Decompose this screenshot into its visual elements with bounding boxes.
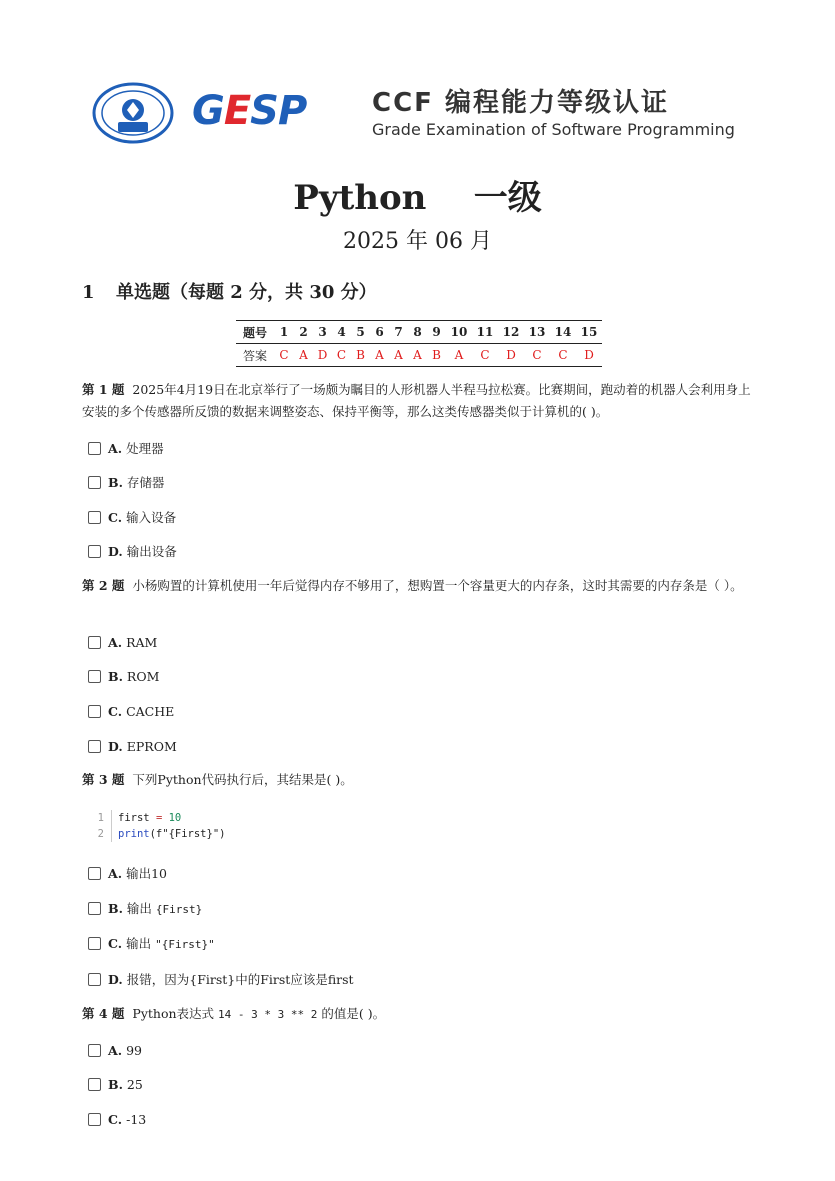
answer-table-answer: A bbox=[408, 344, 427, 367]
answer-table-num: 11 bbox=[472, 321, 498, 344]
option-text: 输入设备 bbox=[126, 510, 177, 525]
header bbox=[92, 80, 752, 144]
answer-table-num: 12 bbox=[498, 321, 524, 344]
answer-table-num: 13 bbox=[524, 321, 550, 344]
answer-table-answer: A bbox=[294, 344, 313, 367]
checkbox-icon[interactable] bbox=[88, 476, 101, 489]
checkbox-icon[interactable] bbox=[88, 937, 101, 950]
option-letter: C. bbox=[108, 510, 123, 525]
checkbox-icon[interactable] bbox=[88, 973, 101, 986]
checkbox-icon[interactable] bbox=[88, 1078, 101, 1091]
question-3-option-d[interactable] bbox=[88, 972, 354, 988]
code-block bbox=[90, 810, 390, 842]
answer-table-num: 6 bbox=[370, 321, 389, 344]
question-2-text: 小杨购置的计算机使用一年后觉得内存不够用了，想购置一个容量更大的内存条，这时其需要的内存条是（ ）。 bbox=[132, 578, 743, 593]
option-letter: A. bbox=[108, 441, 123, 456]
option-letter: B. bbox=[108, 1077, 123, 1092]
section-number: 1 bbox=[82, 282, 95, 303]
option-code: {First} bbox=[155, 903, 203, 916]
answer-table-answer-row bbox=[236, 344, 602, 367]
question-2-option-b[interactable] bbox=[88, 669, 159, 685]
answer-table-answer: D bbox=[313, 344, 332, 367]
option-text: CACHE bbox=[126, 704, 175, 719]
question-2-option-c[interactable] bbox=[88, 704, 174, 720]
option-letter: B. bbox=[108, 901, 123, 916]
doc-date: 2025 年 06 月 bbox=[343, 229, 492, 254]
checkbox-icon[interactable] bbox=[88, 902, 101, 915]
cert-subtitle: Grade Examination of Software Programming bbox=[372, 120, 735, 139]
answer-table-num: 7 bbox=[389, 321, 408, 344]
option-letter: A. bbox=[108, 635, 123, 650]
option-text: EPROM bbox=[126, 739, 177, 754]
answer-table-num: 1 bbox=[274, 321, 294, 344]
code-token: first bbox=[118, 812, 150, 824]
option-text: 输出设备 bbox=[126, 544, 177, 559]
question-3-option-a[interactable] bbox=[88, 866, 167, 882]
option-text: 处理器 bbox=[126, 441, 164, 456]
question-1-option-a[interactable] bbox=[88, 441, 164, 457]
code-token: print bbox=[118, 828, 150, 840]
code-token: = bbox=[155, 812, 163, 824]
option-letter: C. bbox=[108, 1112, 123, 1127]
checkbox-icon[interactable] bbox=[88, 670, 101, 683]
question-1-option-b[interactable] bbox=[88, 475, 164, 491]
answer-table-answer: A bbox=[389, 344, 408, 367]
answer-table-answer-label: 答案 bbox=[236, 344, 274, 367]
option-letter: A. bbox=[108, 1043, 123, 1058]
answer-table-answer: D bbox=[576, 344, 602, 367]
answer-table-answer: D bbox=[498, 344, 524, 367]
answer-table-head-label: 题号 bbox=[236, 321, 274, 344]
option-text: 报错，因为{First}中的First应该是first bbox=[126, 972, 354, 987]
answer-table-header-row bbox=[236, 321, 602, 344]
question-3-label: 第 3 题 bbox=[82, 772, 125, 787]
question-4-stem bbox=[82, 1003, 754, 1026]
checkbox-icon[interactable] bbox=[88, 545, 101, 558]
option-text: RAM bbox=[126, 635, 158, 650]
option-text: 99 bbox=[126, 1043, 142, 1058]
option-text: 25 bbox=[126, 1077, 143, 1092]
answer-table-num: 9 bbox=[427, 321, 446, 344]
answer-table-answer: C bbox=[472, 344, 498, 367]
question-3-text: 下列Python代码执行后，其结果是( )。 bbox=[132, 772, 353, 787]
answer-table-answer: B bbox=[351, 344, 370, 367]
line-number: 1 bbox=[90, 810, 112, 826]
option-text: 存储器 bbox=[126, 475, 165, 490]
question-4-text-before: Python表达式 bbox=[132, 1006, 215, 1021]
question-4-expression: 14 - 3 * 3 ** 2 bbox=[218, 1008, 318, 1021]
question-1-stem bbox=[82, 379, 754, 423]
answer-table-num: 8 bbox=[408, 321, 427, 344]
ccf-seal-logo bbox=[92, 82, 174, 144]
option-letter: C. bbox=[108, 936, 123, 951]
question-1-option-d[interactable] bbox=[88, 544, 177, 560]
option-code: "{First}" bbox=[155, 938, 215, 951]
option-letter: C. bbox=[108, 704, 123, 719]
option-text: 输出10 bbox=[126, 866, 167, 881]
option-letter: D. bbox=[108, 544, 123, 559]
cert-title: CCF 编程能力等级认证 bbox=[372, 88, 669, 118]
code-token: (f"{First}") bbox=[149, 828, 226, 840]
answer-table-answer: B bbox=[427, 344, 446, 367]
checkbox-icon[interactable] bbox=[88, 1113, 101, 1126]
line-number: 2 bbox=[90, 826, 112, 842]
question-2-stem bbox=[82, 575, 754, 597]
answer-table-answer: C bbox=[524, 344, 550, 367]
question-1-label: 第 1 题 bbox=[82, 382, 125, 397]
answer-table-num: 3 bbox=[313, 321, 332, 344]
checkbox-icon[interactable] bbox=[88, 636, 101, 649]
question-4-option-a[interactable] bbox=[88, 1043, 142, 1059]
answer-table-num: 4 bbox=[332, 321, 351, 344]
answer-table-answer: C bbox=[550, 344, 576, 367]
doc-title: Python 一级 bbox=[293, 178, 542, 218]
answer-table-num: 2 bbox=[294, 321, 313, 344]
code-line bbox=[90, 810, 390, 826]
checkbox-icon[interactable] bbox=[88, 705, 101, 718]
question-4-option-c[interactable] bbox=[88, 1112, 146, 1128]
checkbox-icon[interactable] bbox=[88, 740, 101, 753]
option-text: 输出 bbox=[126, 901, 152, 916]
question-2-option-d[interactable] bbox=[88, 739, 177, 755]
checkbox-icon[interactable] bbox=[88, 511, 101, 524]
option-letter: B. bbox=[108, 669, 123, 684]
question-3-option-b[interactable] bbox=[88, 901, 202, 918]
option-letter: D. bbox=[108, 739, 123, 754]
gesp-logo: GESP bbox=[192, 88, 307, 134]
option-text: ROM bbox=[126, 669, 160, 684]
answer-table-answer: A bbox=[446, 344, 472, 367]
answer-table-num: 5 bbox=[351, 321, 370, 344]
option-text: 输出 bbox=[126, 936, 152, 951]
question-1-option-c[interactable] bbox=[88, 510, 176, 526]
question-2-label: 第 2 题 bbox=[82, 578, 125, 593]
answer-table-answer: C bbox=[332, 344, 351, 367]
code-token: 10 bbox=[168, 812, 182, 824]
question-4-text-after: 的值是( )。 bbox=[321, 1006, 386, 1021]
question-3-stem bbox=[82, 769, 754, 791]
question-2-option-a[interactable] bbox=[88, 635, 157, 651]
checkbox-icon[interactable] bbox=[88, 867, 101, 880]
answer-table bbox=[236, 320, 602, 367]
checkbox-icon[interactable] bbox=[88, 1044, 101, 1057]
question-4-label: 第 4 题 bbox=[82, 1006, 125, 1021]
section-title: 单选题（每题 2 分，共 30 分） bbox=[116, 282, 377, 303]
answer-table-answer: A bbox=[370, 344, 389, 367]
option-letter: A. bbox=[108, 866, 123, 881]
option-letter: D. bbox=[108, 972, 123, 987]
option-text: -13 bbox=[126, 1112, 147, 1127]
question-1-text: 2025年4月19日在北京举行了一场颇为瞩目的人形机器人半程马拉松赛。比赛期间，跑动着的机器人会利用身上安装的多个传感器所反馈的数据来调整姿态、保持平衡等，那么这类传感器类似于计算机的( )。 bbox=[82, 382, 751, 419]
answer-table-answer: C bbox=[274, 344, 294, 367]
code-line bbox=[90, 826, 390, 842]
question-3-option-c[interactable] bbox=[88, 936, 215, 953]
checkbox-icon[interactable] bbox=[88, 442, 101, 455]
section-heading bbox=[82, 278, 377, 304]
answer-table-num: 15 bbox=[576, 321, 602, 344]
answer-table-num: 10 bbox=[446, 321, 472, 344]
question-4-option-b[interactable] bbox=[88, 1077, 143, 1093]
option-letter: B. bbox=[108, 475, 123, 490]
answer-table-num: 14 bbox=[550, 321, 576, 344]
